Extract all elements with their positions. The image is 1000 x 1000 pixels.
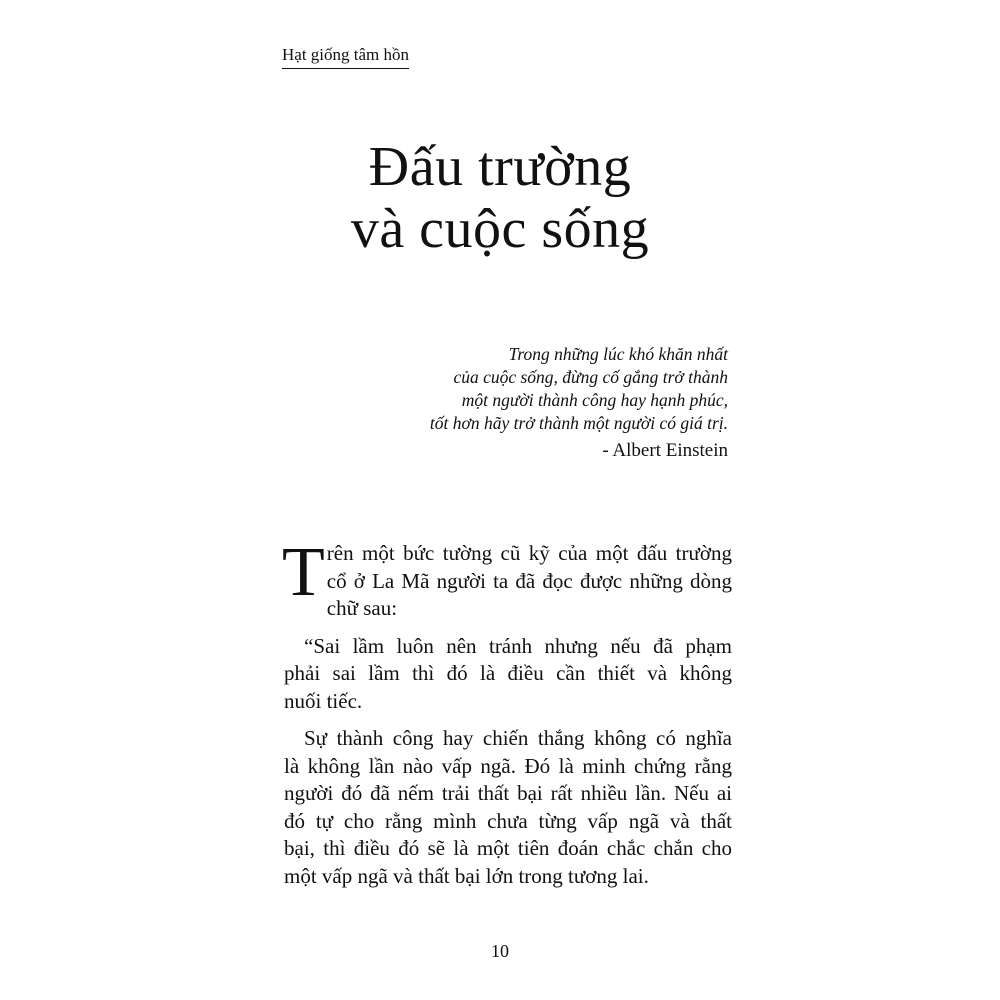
- epigraph-author: - Albert Einstein: [602, 440, 728, 461]
- paragraph-line: nuối tiếc.: [284, 688, 363, 713]
- epigraph-quote: [258, 343, 728, 464]
- paragraph-line: người đó đã nếm trải thất bại rất nhiều lần. Nếu ai: [284, 781, 732, 805]
- paragraph-line: là không lần nào vấp ngã. Đó là minh chứng rằng: [284, 753, 732, 778]
- paragraph-line: cổ ở La Mã người ta đã đọc được những dòng: [326, 568, 732, 593]
- chapter-title-line-2: và cuộc sống: [350, 198, 650, 260]
- paragraph-line: rên một bức tường cũ kỹ của một đấu trường: [326, 541, 732, 565]
- body-text: [282, 534, 732, 900]
- paragraph-1: [282, 534, 732, 623]
- paragraph-line: phải sai lầm thì đó là điều cần thiết và không: [284, 661, 732, 685]
- page-number: 10: [491, 941, 509, 961]
- paragraph-line: đó tự cho rằng mình chưa từng vấp ngã và thất: [284, 808, 732, 833]
- epigraph-line: Trong những lúc khó khăn nhất: [508, 344, 728, 364]
- epigraph-line: một người thành công hay hạnh phúc,: [461, 390, 728, 410]
- paragraph-line: chữ sau:: [326, 596, 398, 620]
- chapter-title-line-1: Đấu trường: [368, 136, 632, 198]
- epigraph-line: của cuộc sống, đừng cố gắng trở thành: [453, 367, 728, 387]
- running-header: Hạt giống tâm hồn: [282, 44, 409, 69]
- paragraph-line: “Sai lầm luôn nên tránh nhưng nếu đã phạm: [304, 633, 732, 658]
- chapter-title: [0, 136, 1000, 260]
- drop-cap: T: [282, 534, 325, 611]
- paragraph-3: [284, 725, 732, 890]
- epigraph-line: tốt hơn hãy trở thành một người có giá trị.: [429, 413, 728, 433]
- paragraph-line: bại, thì điều đó sẽ là một tiên đoán chắc chắn cho: [284, 836, 732, 860]
- paragraph-line: một vấp ngã và thất bại lớn trong tương lai.: [284, 863, 649, 888]
- paragraph-2: [284, 633, 732, 716]
- paragraph-line: Sự thành công hay chiến thắng không có nghĩa: [304, 726, 732, 750]
